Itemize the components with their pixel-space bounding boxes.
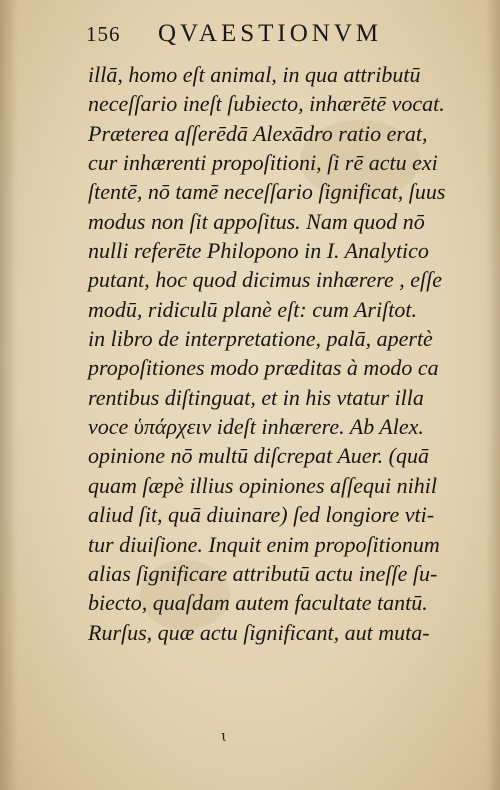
text-line: Præterea aſſerēdā Alexādro ratio erat, <box>88 120 428 146</box>
text-line: biecto, quaſdam autem facultate tantū. <box>88 590 428 616</box>
text-line: quam ſæpè illius opiniones aſſequi nihil <box>88 472 437 498</box>
text-line: Rurſus, quæ actu ſignificant, aut muta- <box>88 619 430 645</box>
running-head: QVAESTIONVM <box>158 20 383 47</box>
text-line: nulli referēte Philopono in I. Analytico <box>88 238 429 264</box>
text-line: ſtentē, nō tamē neceſſario ſignificat, ſuus <box>88 179 446 205</box>
page-number: 156 <box>86 22 121 46</box>
text-line: opinione nō multū diſcrepat Auer. (quā <box>88 443 429 469</box>
text-line: neceſſario ineſt ſubiecto, inhærētē vocat. <box>88 91 445 117</box>
text-line: modus non ſit appoſitus. Nam quod nō <box>88 208 425 234</box>
text-line: tur diuiſione. Inquit enim propoſitionum <box>88 531 440 557</box>
text-line: voce ὑπάρχειν ideſt inhærere. Ab Alex. <box>88 414 424 440</box>
text-line: propoſitiones modo præditas à modo ca <box>88 355 439 381</box>
body-text <box>88 60 466 647</box>
page-shadow-left <box>0 0 18 790</box>
text-line: cur inhærenti propoſitioni, ſi rē actu exi <box>88 150 438 176</box>
text-line: aliud ſit, quā diuinare) ſed longiore vti- <box>88 502 435 528</box>
page-shadow-right <box>486 0 500 790</box>
text-line: modū, ridiculū planè eſt: cum Ariſtot. <box>88 296 417 322</box>
text-line: alias ſignificare attributū actu ineſſe ſu- <box>88 560 438 586</box>
text-line: illā, homo eſt animal, in qua attributū <box>88 62 421 87</box>
page-header <box>86 20 416 54</box>
signature-mark: ɩ <box>221 727 227 745</box>
text-line: rentibus diſtinguat, et in his vtatur illa <box>88 384 424 410</box>
text-line: putant, hoc quod dicimus inhærere , eſſe <box>88 267 442 293</box>
text-line: in libro de interpretatione, palā, apertè <box>88 326 433 352</box>
